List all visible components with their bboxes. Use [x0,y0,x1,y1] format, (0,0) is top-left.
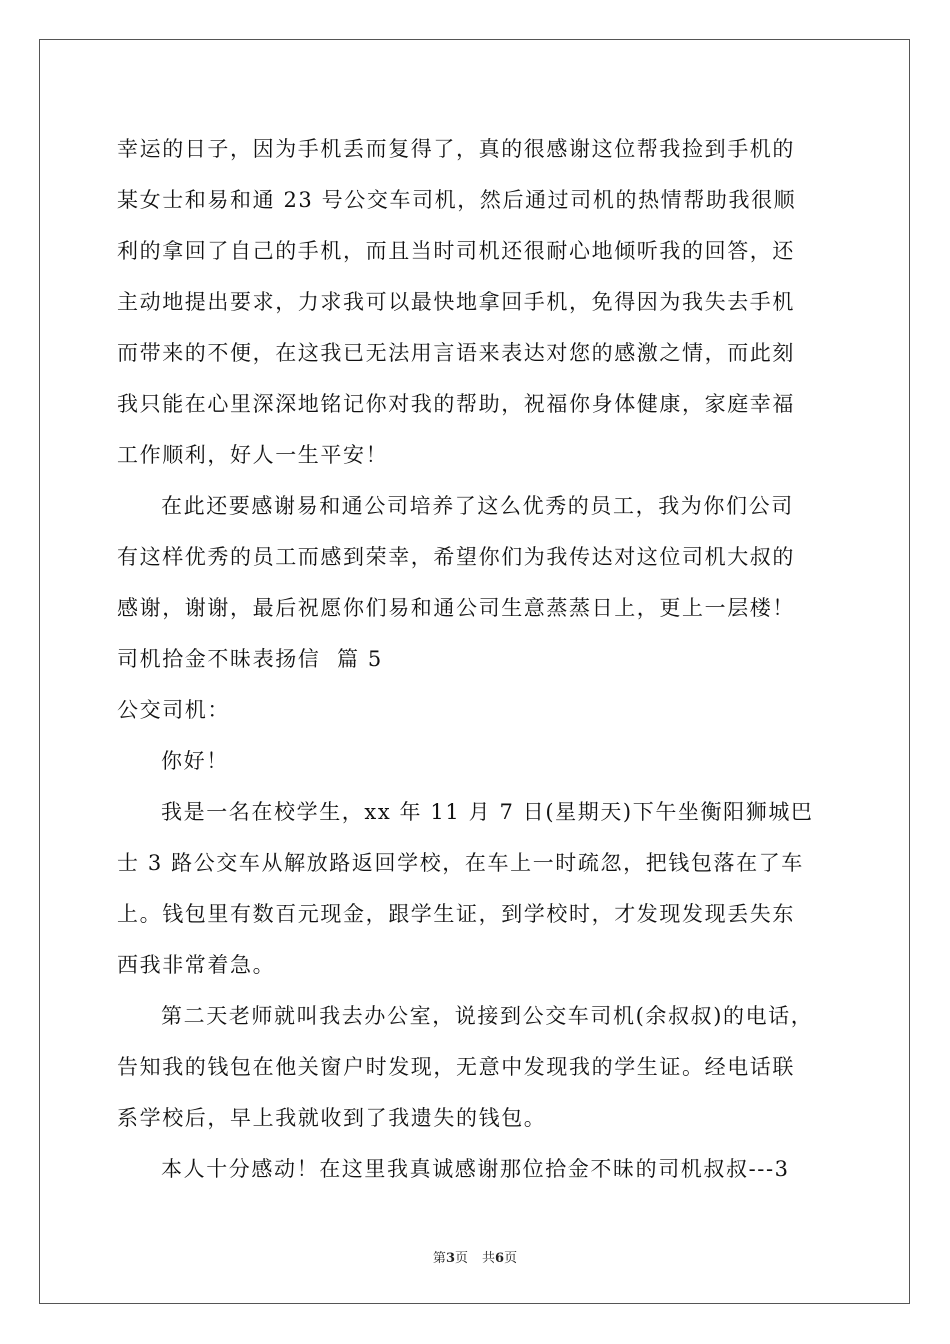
text-line: 我只能在心里深深地铭记你对我的帮助，祝福你身体健康，家庭幸福 [117,392,795,416]
text-line: 我是一名在校学生，xx 年 11 月 7 日(星期天)下午坐衡阳狮城巴 [161,800,814,824]
paragraph [117,1144,833,1195]
text-line: 幸运的日子，因为手机丢而复得了，真的很感谢这位帮我捡到手机的 [117,137,795,161]
text-line: 士 3 路公交车从解放路返回学校，在车上一时疏忽，把钱包落在了车 [117,851,804,875]
page-suffix: 页 [454,1251,468,1266]
text-line: 利的拿回了自己的手机，而且当时司机还很耐心地倾听我的回答，还 [117,239,795,263]
salutation: 公交司机： [117,698,230,722]
text-line: 在此还要感谢易和通公司培养了这么优秀的员工，我为你们公司 [161,494,794,518]
text-line: 本人十分感动！在这里我真诚感谢那位拾金不昧的司机叔叔---3 [161,1157,790,1181]
greeting: 你好！ [161,749,229,773]
text-line: 而带来的不便，在这我已无法用言语来表达对您的感激之情，而此刻 [117,341,795,365]
page-footer [0,1247,950,1266]
text-line: 第二天老师就叫我去办公室，说接到公交车司机(余叔叔)的电话， [161,1004,814,1028]
paragraph [117,787,833,991]
text-line: 主动地提出要求，力求我可以最快地拿回手机，免得因为我失去手机 [117,290,795,314]
document-body [117,124,833,1195]
page-number: 3 [445,1251,455,1266]
text-line: 感谢，谢谢，最后祝愿你们易和通公司生意蒸蒸日上，更上一层楼！ [117,596,795,620]
text-line: 西我非常着急。 [117,953,276,977]
total-pages: 6 [495,1251,505,1266]
text-line: 系学校后，早上我就收到了我遗失的钱包。 [117,1106,547,1130]
paragraph [117,124,833,481]
text-line: 某女士和易和通 23 号公交车司机，然后通过司机的热情帮助我很顺 [117,188,797,212]
text-line: 上。钱包里有数百元现金，跟学生证，到学校时，才发现发现丢失东 [117,902,795,926]
total-suffix: 页 [504,1251,518,1266]
paragraph [117,991,833,1144]
total-prefix: 共 [482,1251,496,1266]
text-line: 告知我的钱包在他关窗户时发现，无意中发现我的学生证。经电话联 [117,1055,795,1079]
section-heading: 司机拾金不昧表扬信 篇 5 [117,647,383,671]
text-line: 有这样优秀的员工而感到荣幸，希望你们为我传达对这位司机大叔的 [117,545,795,569]
paragraph [117,481,833,634]
page-prefix: 第 [432,1251,446,1266]
text-line: 工作顺利，好人一生平安！ [117,443,389,467]
